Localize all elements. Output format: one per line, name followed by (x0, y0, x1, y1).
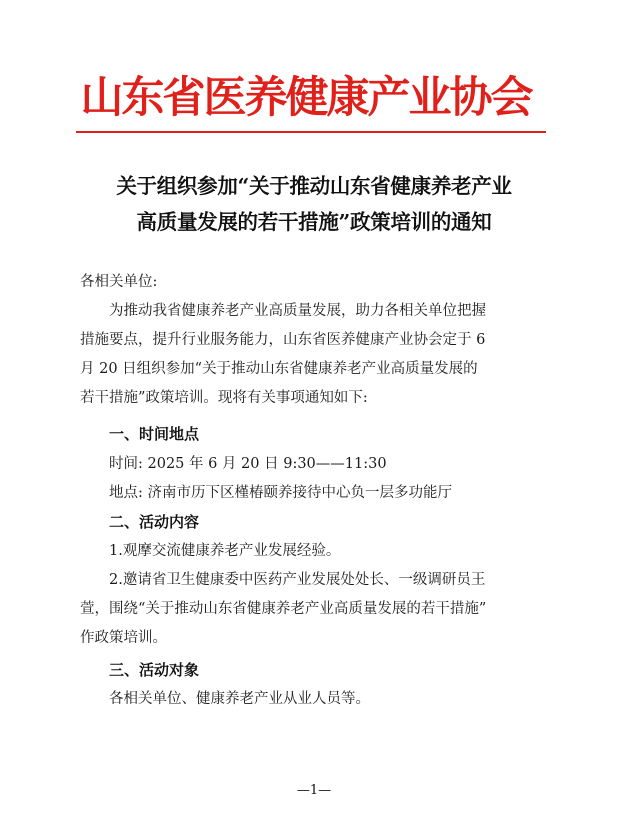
letterhead-red-rule (76, 131, 546, 133)
document-title-line-2: 高质量发展的若干措施”政策培训的通知 (136, 210, 492, 234)
section-heading-time-location: 一、时间地点 (109, 425, 200, 443)
intro-line-4: 若干措施”政策培训。现将有关事项通知如下: (80, 390, 368, 406)
content-item-2-line-3: 作政策培训。 (80, 630, 167, 646)
content-item-1: 1.观摩交流健康养老产业发展经验。 (109, 543, 341, 559)
section-heading-content: 二、活动内容 (109, 513, 200, 531)
intro-line-2: 措施要点，提升行业服务能力，山东省医养健康产业协会定于 6 (80, 332, 486, 348)
event-location: 地点: 济南市历下区槿椿颐养接待中心负一层多功能厅 (109, 485, 452, 501)
content-item-2-line-2: 萱，围绕“关于推动山东省健康养老产业高质量发展的若干措施” (80, 601, 487, 617)
audience-text: 各相关单位、健康养老产业从业人员等。 (109, 691, 370, 707)
document-title-line-1: 关于组织参加“关于推动山东省健康养老产业 (116, 174, 512, 198)
event-time: 时间: 2025 年 6 月 20 日 9:30——11:30 (109, 456, 387, 472)
organization-letterhead: 山东省医养健康产业协会 (80, 73, 532, 123)
section-heading-audience: 三、活动对象 (109, 661, 200, 679)
document-title (60, 168, 568, 240)
content-item-2 (80, 566, 550, 653)
page-number: —1— (296, 783, 332, 798)
intro-paragraph (80, 297, 550, 413)
content-item-2-line-1: 2.邀请省卫生健康委中医药产业发展处处长、一级调研员王 (109, 572, 486, 588)
intro-line-3: 月 20 日组织参加“关于推动山东省健康养老产业高质量发展的 (80, 361, 478, 377)
intro-line-1: 为推动我省健康养老产业高质量发展，助力各相关单位把握 (109, 303, 486, 319)
addressee: 各相关单位: (80, 274, 158, 290)
